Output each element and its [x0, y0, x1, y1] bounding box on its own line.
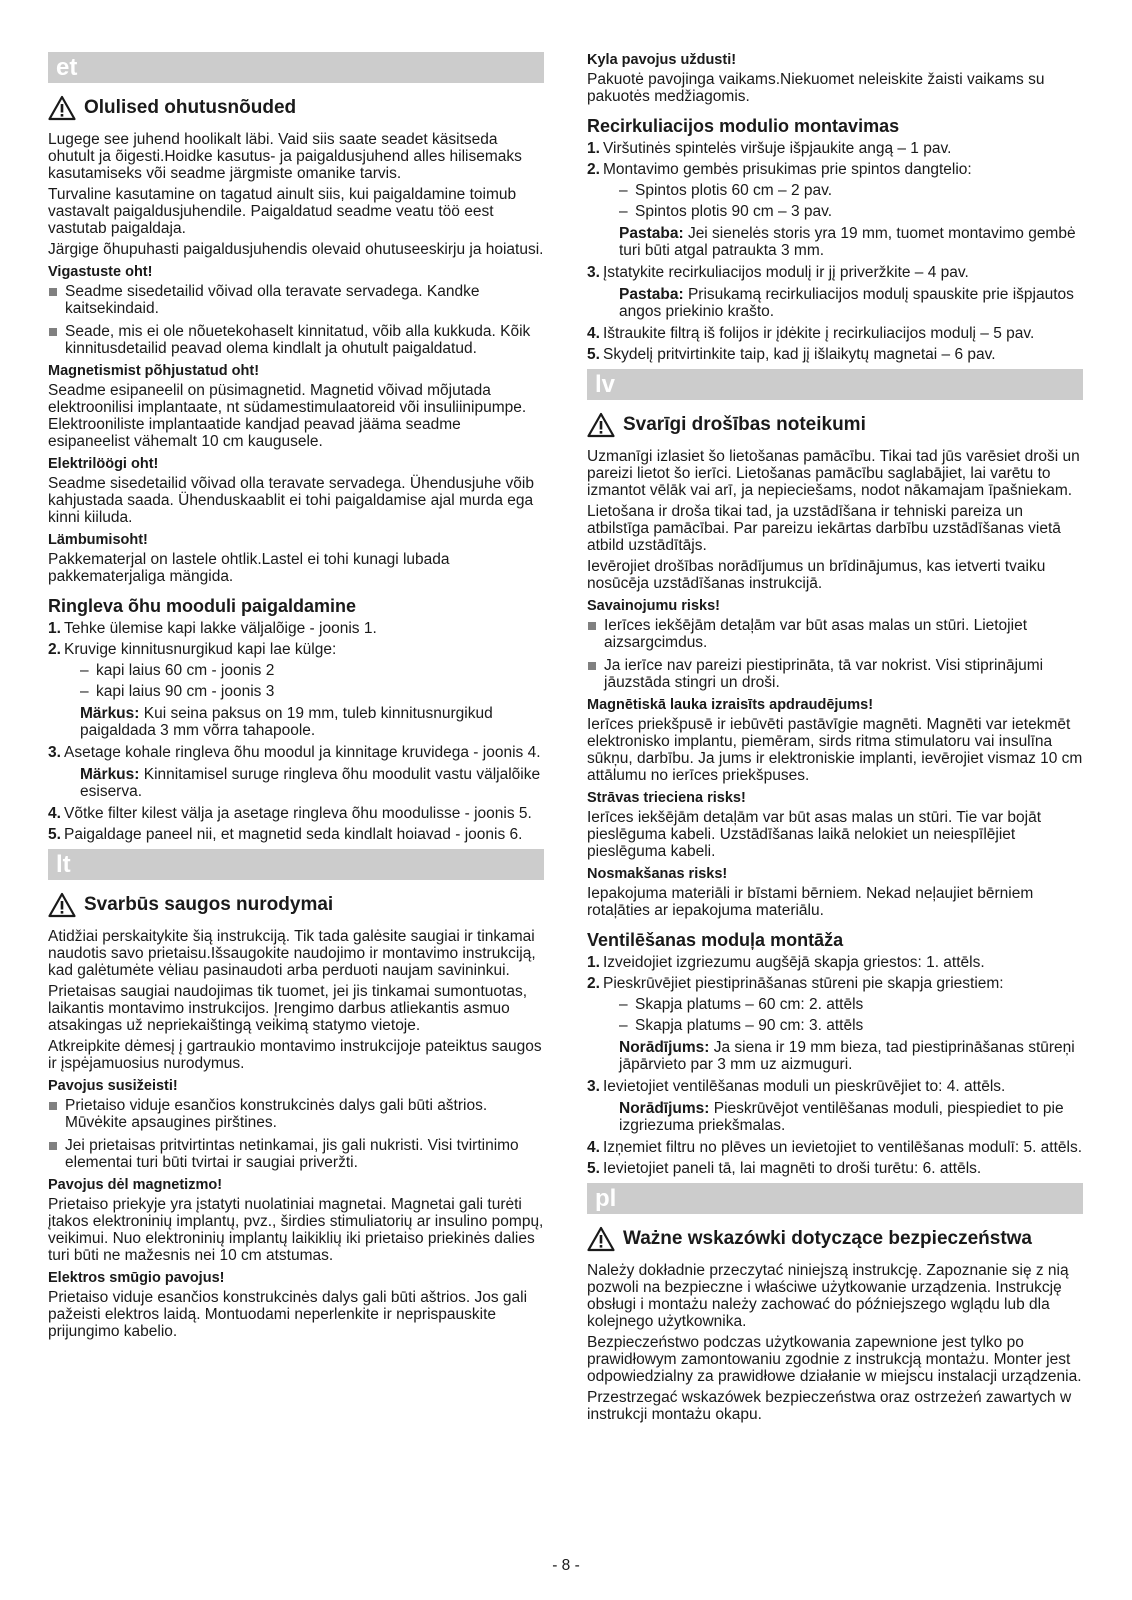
dash-item: – kapi laius 90 cm - joonis 3: [64, 683, 544, 700]
step-item: [587, 975, 1083, 1073]
step-note: [64, 766, 544, 800]
hazard-title: Pavojus susižeisti!: [48, 1078, 178, 1094]
hazard-bullet-list: [48, 283, 544, 357]
install-steps-lv: [587, 954, 1083, 1177]
note-label: Pastaba:: [619, 225, 684, 242]
step-number: 3.: [48, 744, 61, 761]
step-text: Asetage kohale ringleva õhu moodul ja kinnitage kruvidega - joonis 4.: [64, 744, 541, 761]
note-label: Märkus:: [80, 705, 140, 722]
hazard-title: Nosmakšanas risks!: [587, 866, 728, 882]
step-number: 1.: [587, 954, 600, 971]
intro-paragraph: Uzmanīgi izlasiet šo lietošanas pamācību. Tikai tad jūs varēsiet droši un pareizi lietot šo ierīci. Lietošanas pamācību saglabājiet, lai varētu to izmantot vēlāk vai arī, ja nepieciešams, nodot nākamajam īpašniekam.: [587, 448, 1080, 499]
note-label: Pastaba:: [619, 286, 684, 303]
intro-paragraph: Lugege see juhend hoolikalt läbi. Vaid siis saate seadet käsitseda ohutult ja õigesti.Hoidke kasutus- ja paigaldusjuhend alles hilisemaks kasutamiseks või seadme järgmiste omanike tarvis.: [48, 131, 522, 182]
step-item: [48, 620, 544, 637]
warning-icon: [48, 95, 76, 121]
hazard-title: Vigastuste oht!: [48, 264, 153, 280]
step-number: 4.: [48, 805, 61, 822]
intro-paragraph: Należy dokładnie przeczytać niniejszą instrukcję. Zapoznanie się z nią pozwoli na bezpieczne i właściwe użytkowanie urządzenia. Instrukcję obsługi i montażu należy zachować do późniejszego wglądu lub dla kolejnego użytkownika.: [587, 1262, 1069, 1330]
left-column: [48, 52, 544, 1344]
step-item: [587, 1078, 1083, 1134]
hazard-title: Elektrilöögi oht!: [48, 456, 159, 472]
step-text: Ištraukite filtrą iš folijos ir įdėkite į recirkuliacijos modulį – 5 pav.: [603, 325, 1035, 342]
hazard-text: Pakuotė pavojinga vaikams.Niekuomet neleiskite žaisti vaikams su pakuotės medžiagomis.: [587, 71, 1045, 105]
bullet-item: Ierīces iekšējām detaļām var būt asas malas un stūri. Lietojiet aizsargcimdus.: [587, 617, 1083, 651]
note-label: Norādījums:: [619, 1100, 710, 1117]
step-item: [587, 325, 1083, 342]
install-heading-lt: Recirkuliacijos modulio montavimas: [587, 116, 900, 136]
warning-icon: [587, 1226, 615, 1252]
step-item: [587, 954, 1083, 971]
step-text: Ievietojiet ventilēšanas moduli un pieskrūvējiet to: 4. attēls.: [603, 1078, 1006, 1095]
note-text: Pieskrūvējot ventilēšanas moduli, piespiediet to pie izgriezuma priekšmalas.: [619, 1100, 1064, 1134]
step-item: [587, 161, 1083, 259]
intro-paragraph: Bezpieczeństwo podczas użytkowania zapewnione jest tylko po prawidłowym zamontowaniu zgodnie z instrukcją montażu. Monter jest odpowiedzialny za prawidłowe działanie w miejscu instalacji urządzenia.: [587, 1334, 1082, 1385]
hazard-title: Strāvas trieciena risks!: [587, 790, 746, 806]
step-text: Įstatykite recirkuliacijos modulį ir jį priveržkite – 4 pav.: [603, 264, 969, 281]
hazard-title: Savainojumu risks!: [587, 598, 720, 614]
note-text: Jei sienelės storis yra 19 mm, tuomet montavimo gembė turi būti atgal patraukta 3 mm.: [619, 225, 1076, 259]
note-label: Märkus:: [80, 766, 140, 783]
safety-heading-pl: [587, 1226, 1083, 1252]
bullet-item: Seade, mis ei ole nõuetekohaselt kinnitatud, võib alla kukkuda. Kõik kinnitusdetailid peavad olema kindlalt ja ohutult paigaldatud.: [48, 323, 544, 357]
note-text: Kinnitamisel suruge ringleva õhu moodulit vastu väljalõike esiserva.: [80, 766, 541, 800]
intro-paragraph: Ievērojiet drošības norādījumus un brīdinājumus, kas ietverti tvaiku nosūcēja uzstādīšanas instrukcijā.: [587, 558, 1046, 592]
language-bar-lv: lv: [587, 369, 1083, 400]
step-number: 3.: [587, 1078, 600, 1095]
step-item: [48, 805, 544, 822]
page-number: - 8 -: [552, 1557, 580, 1574]
note-text: Prisukamą recirkuliacijos modulį spauskite prie išpjautos angos priekinio krašto.: [619, 286, 1074, 320]
step-text: Montavimo gembės prisukimas prie spintos dangtelio:: [603, 161, 972, 178]
bullet-item: Jei prietaisas pritvirtintas netinkamai, jis gali nukristi. Visi tvirtinimo elementai turi būti tvirtai ir saugiai priveržti.: [48, 1137, 544, 1171]
step-number: 4.: [587, 1139, 600, 1156]
safety-heading-lv: [587, 412, 1083, 438]
hazard-text: Seadme esipaneelil on püsimagnetid. Magnetid võivad mõjutada elektroonilisi implantaate, nt südamestimulaatoreid või insuliinipumpe. Elektrooniliste implantaatide kandjad peavad jääma seadme esipaneelist vähemalt 10 cm kaugusele.: [48, 382, 527, 450]
hazard-title: Elektros smūgio pavojus!: [48, 1270, 225, 1286]
language-bar-pl: pl: [587, 1183, 1083, 1214]
intro-paragraph: Atkreipkite dėmesį į gartraukio montavimo instrukcijoje pateiktus saugos ir įspėjamuosius nurodymus.: [48, 1038, 542, 1072]
install-heading-lv: Ventilēšanas moduļa montāža: [587, 930, 844, 950]
intro-paragraph: Turvaline kasutamine on tagatud ainult siis, kui paigaldamine toimub vastavalt paigaldusjuhendile. Paigaldatud seadme veatu töö eest vastutab paigaldaja.: [48, 186, 517, 237]
intro-paragraph: Przestrzegać wskazówek bezpieczeństwa oraz ostrzeżeń zawartych w instrukcji montażu okapu.: [587, 1389, 1072, 1423]
step-number: 5.: [587, 1160, 600, 1177]
step-text: Võtke filter kilest välja ja asetage ringleva õhu moodulisse - joonis 5.: [64, 805, 532, 822]
dash-item: – Spintos plotis 60 cm – 2 pav.: [603, 182, 1083, 199]
note-text: Ja siena ir 19 mm bieza, tad piestiprināšanas stūreņi jāpārvieto par 3 mm uz aizmuguri.: [619, 1039, 1075, 1073]
safety-heading-lt: [48, 892, 544, 918]
step-number: 3.: [587, 264, 600, 281]
hazard-text: Prietaiso priekyje yra įstatyti nuolatiniai magnetai. Magnetai gali turėti įtakos elektroninių implantų, pvz., širdies stimuliatorių ar insulino pompų, veikimui. Nuo elektroninių implantų laikiklių iki prietaiso priekinės dalies turi būti ne mažesnis nei 10 cm atstumas.: [48, 1196, 544, 1264]
step-note: [603, 225, 1083, 259]
step-note: [603, 1039, 1083, 1073]
hazard-text: Seadme sisedetailid võivad olla teravate servadega. Ühendusjuhe võib kahjustada saada. Ühenduskaablit ei tohi paigaldamise ajal murda ega kinni kiiluda.: [48, 475, 534, 526]
step-item: [587, 264, 1083, 320]
note-label: Norādījums:: [619, 1039, 710, 1056]
hazard-text: Ierīces priekšpusē ir iebūvēti pastāvīgie magnēti. Magnēti var ietekmēt elektronisko implantu, piemēram, sirds ritma stimulatoru vai insulīna sūkņu, darbību. Ja jums ir elektroniskie implanti, ievērojiet vismaz 10 cm attālumu no ierīces priekšpuses.: [587, 716, 1083, 784]
language-bar-et: et: [48, 52, 544, 83]
hazard-bullet-list: [587, 617, 1083, 691]
step-number: 2.: [48, 641, 61, 658]
install-heading-et: Ringleva õhu mooduli paigaldamine: [48, 596, 357, 616]
intro-paragraph: Atidžiai perskaitykite šią instrukciją. Tik tada galėsite saugiai ir tinkamai naudotis savo prietaisu.Išsaugokite naudojimo ir montavimo instrukciją, kad galėtumėte vėliau pasinaudoti arba perduoti naujam savininkui.: [48, 928, 536, 979]
step-text: Viršutinės spintelės viršuje išpjaukite angą – 1 pav.: [603, 140, 952, 157]
step-item: [48, 826, 544, 843]
step-note: [64, 705, 544, 739]
hazard-title: Lämbumisoht!: [48, 532, 148, 548]
hazard-title: Kyla pavojus uždusti!: [587, 52, 737, 68]
safety-title: Olulised ohutusnõuded: [84, 97, 297, 118]
step-number: 5.: [48, 826, 61, 843]
step-number: 2.: [587, 975, 600, 992]
language-bar-lt: lt: [48, 849, 544, 880]
step-number: 1.: [48, 620, 61, 637]
step-text: Kruvige kinnitusnurgikud kapi lae külge:: [64, 641, 337, 658]
step-item: [587, 1139, 1083, 1156]
intro-paragraph: Lietošana ir droša tikai tad, ja uzstādīšana ir tehniski pareiza un atbilstīga pamācībai. Par pareizu iekārtas darbību uzstādīšanas vietā atbild uzstādītājs.: [587, 503, 1061, 554]
step-number: 5.: [587, 346, 600, 363]
note-text: Kui seina paksus on 19 mm, tuleb kinnitusnurgikud paigaldada 3 mm võrra tahapoole.: [80, 705, 493, 739]
step-text: Izveidojiet izgriezumu augšējā skapja griestos: 1. attēls.: [603, 954, 985, 971]
install-steps-lt: [587, 140, 1083, 363]
bullet-item: Ja ierīce nav pareizi piestiprināta, tā var nokrist. Visi stiprinājumi jāuzstāda stingri un droši.: [587, 657, 1083, 691]
dash-item: – kapi laius 60 cm - joonis 2: [64, 662, 544, 679]
step-text: Skydelį pritvirtinkite taip, kad jį išlaikytų magnetai – 6 pav.: [603, 346, 996, 363]
hazard-text: Prietaiso viduje esančios konstrukcinės dalys gali būti aštrios. Jos gali pažeisti elektros laidą. Montuodami neperlenkite ir neprispauskite prijungimo kabelio.: [48, 1289, 528, 1340]
dash-item: – Skapja platums – 90 cm: 3. attēls: [603, 1017, 1083, 1034]
step-item: [587, 140, 1083, 157]
hazard-title: Pavojus dėl magnetizmo!: [48, 1177, 223, 1193]
hazard-title: Magnētiskā lauka izraisīts apdraudējums!: [587, 697, 874, 713]
step-number: 2.: [587, 161, 600, 178]
step-item: [587, 346, 1083, 363]
step-text: Ievietojiet paneli tā, lai magnēti to droši turētu: 6. attēls.: [603, 1160, 982, 1177]
hazard-text: Pakkematerjal on lastele ohtlik.Lastel ei tohi kunagi lubada pakkematerjaliga mängida.: [48, 551, 450, 585]
warning-icon: [587, 412, 615, 438]
warning-icon: [48, 892, 76, 918]
dash-item: – Spintos plotis 90 cm – 3 pav.: [603, 203, 1083, 220]
step-text: Tehke ülemise kapi lakke väljalõige - joonis 1.: [64, 620, 377, 637]
right-column: [587, 52, 1083, 1427]
hazard-bullet-list: [48, 1097, 544, 1171]
step-number: 4.: [587, 325, 600, 342]
safety-title: Ważne wskazówki dotyczące bezpieczeństwa: [623, 1228, 1032, 1249]
safety-heading-et: [48, 95, 544, 121]
step-item: [48, 744, 544, 800]
bullet-item: Seadme sisedetailid võivad olla teravate servadega. Kandke kaitsekindaid.: [48, 283, 544, 317]
step-text: Paigaldage paneel nii, et magnetid seda kindlalt hoiavad - joonis 6.: [64, 826, 523, 843]
intro-paragraph: Prietaisas saugiai naudojimas tik tuomet, jei jis tinkamai sumontuotas, laikantis montavimo instrukcijos. Įrengimo darbus atliekantis asmuo atsakingas už nepriekaištingą veikimą statymo vietoje.: [48, 983, 528, 1034]
step-item: [48, 641, 544, 739]
step-note: [603, 1100, 1083, 1134]
step-note: [603, 286, 1083, 320]
bullet-item: Prietaiso viduje esančios konstrukcinės dalys gali būti aštrios. Mūvėkite apsaugines pirštines.: [48, 1097, 544, 1131]
safety-title: Svarīgi drošības noteikumi: [623, 414, 866, 435]
safety-title: Svarbūs saugos nurodymai: [84, 894, 334, 915]
step-text: Izņemiet filtru no plēves un ievietojiet to ventilēšanas modulī: 5. attēls.: [603, 1139, 1083, 1156]
step-number: 1.: [587, 140, 600, 157]
hazard-text: Iepakojuma materiāli ir bīstami bērniem. Nekad neļaujiet bērniem rotaļāties ar iepakojuma materiālu.: [587, 885, 1034, 919]
install-steps-et: [48, 620, 544, 843]
hazard-title: Magnetismist põhjustatud oht!: [48, 363, 260, 379]
step-text: Pieskrūvējiet piestiprināšanas stūreni pie skapja griestiem:: [603, 975, 1004, 992]
step-item: [587, 1160, 1083, 1177]
intro-paragraph: Järgige õhupuhasti paigaldusjuhendis olevaid ohutuseeskirju ja hoiatusi.: [48, 241, 544, 258]
dash-item: – Skapja platums – 60 cm: 2. attēls: [603, 996, 1083, 1013]
hazard-text: Ierīces iekšējām detaļām var būt asas malas un stūri. Tie var bojāt pieslēguma kabeli. Uzstādīšanas laikā nelokiet un neiespīlējiet pieslēguma kabeli.: [587, 809, 1042, 860]
